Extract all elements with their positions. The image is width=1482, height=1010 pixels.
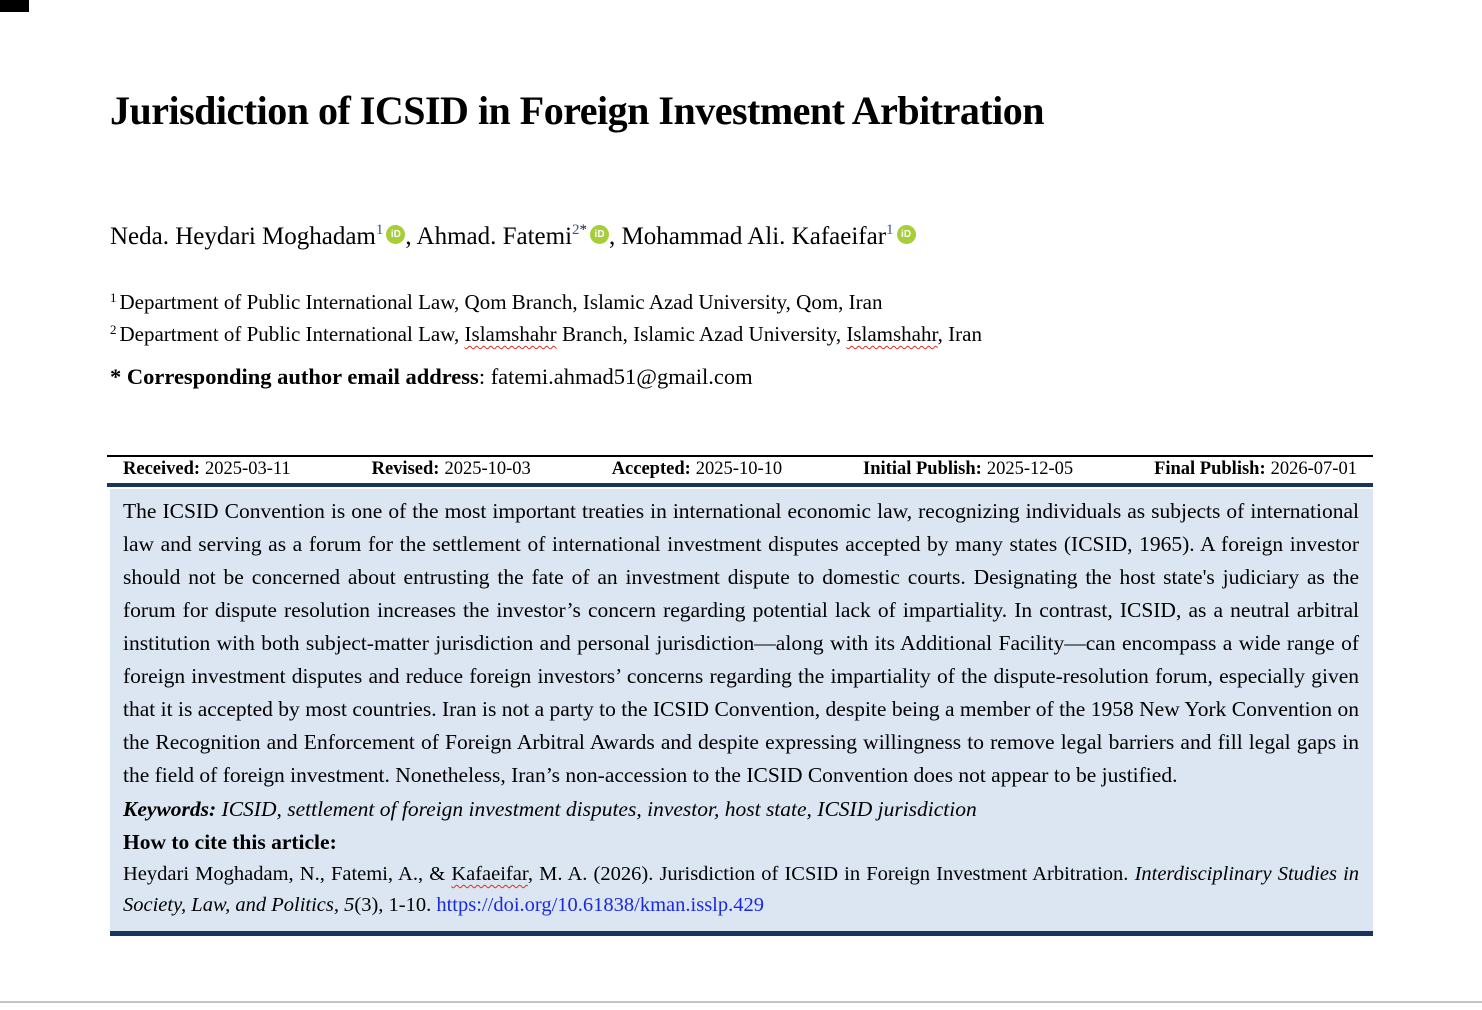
affiliation-superscript: 2 bbox=[110, 322, 117, 337]
keywords-label: Keywords: bbox=[123, 797, 217, 821]
citation-part: , M. A. (2026). Jurisdiction of ICSID in Foreign Investment Arbitration. bbox=[527, 863, 1135, 885]
affiliation-2 bbox=[110, 316, 1382, 348]
date-initial-publish bbox=[863, 459, 1073, 480]
date-value: 2025-03-11 bbox=[205, 459, 291, 479]
author-name: Mohammad Ali. Kafaeifar bbox=[621, 223, 887, 250]
corresponding-author-line bbox=[110, 364, 1382, 390]
authors-line bbox=[110, 222, 1382, 251]
author-affiliation-superscript: 2 bbox=[572, 222, 580, 238]
affiliation-text: , Iran bbox=[937, 322, 982, 346]
date-final-publish bbox=[1154, 459, 1357, 480]
author-separator: , bbox=[405, 223, 417, 250]
date-value: 2025-10-10 bbox=[695, 459, 783, 479]
date-label: Final Publish: bbox=[1154, 459, 1266, 479]
orcid-icon[interactable]: iD bbox=[897, 225, 916, 244]
citation-part: Heydari Moghadam, N., Fatemi, A., & bbox=[123, 863, 452, 885]
citation-part: (3), 1-10. bbox=[354, 894, 437, 916]
date-revised bbox=[372, 459, 531, 480]
abstract-text: The ICSID Convention is one of the most important treaties in international economic law, recognizing individuals as subjects of international law and serving as a forum for the settlement of international investment disputes accepted by many states (ICSID, 1965). A foreign investor should not be concerned about entrusting the fate of an investment dispute to domestic courts. Designating the host state's judiciary as the forum for dispute resolution increases the investor’s concern regarding potential lack of impartiality. In contrast, ICSID, as a neutral arbitral institution with both subject-matter jurisdiction and personal jurisdiction—along with its Additional Facility—can encompass a wide range of foreign investment disputes and reduce foreign investors’ concerns regarding the impartiality of the dispute-resolution forum, especially given that it is accepted by most countries. Iran is not a party to the ICSID Convention, despite being a member of the 1958 New York Convention on the Recognition and Enforcement of Foreign Arbitral Awards and despite expressing willingness to remove legal barriers and fill legal gaps in the field of foreign investment. Nonetheless, Iran’s non-accession to the ICSID Convention does not appear to be justified. bbox=[123, 499, 1359, 787]
author-affiliation-superscript: 1 bbox=[375, 222, 384, 238]
journal-name-italic: Interdisciplinary Studies in Society, Law, and Politics, 5 bbox=[123, 863, 1360, 916]
corresponding-author-label: * Corresponding author email address bbox=[110, 364, 479, 389]
abstract-panel bbox=[110, 489, 1373, 936]
article-dates-bar bbox=[107, 455, 1373, 487]
window-corner-artifact bbox=[0, 0, 29, 12]
orcid-icon[interactable]: iD bbox=[386, 225, 405, 244]
affiliation-superscript: 1 bbox=[110, 290, 117, 305]
how-to-cite-heading: How to cite this article: bbox=[123, 830, 337, 854]
date-received bbox=[123, 459, 291, 480]
misspelled-word: Kafaeifar bbox=[451, 863, 528, 885]
author-affiliation-superscript: 1 bbox=[886, 222, 894, 238]
keywords-text: ICSID, settlement of foreign investment disputes, investor, host state, ICSID jurisdiction bbox=[216, 797, 977, 821]
date-label: Received: bbox=[123, 459, 201, 479]
date-value: 2025-10-03 bbox=[444, 459, 531, 479]
page-edge-divider bbox=[0, 1001, 1482, 1003]
affiliation-1 bbox=[110, 284, 1382, 316]
affiliation-text: Department of Public International Law, Qom Branch, Islamic Azad University, Qom, Iran bbox=[119, 290, 883, 314]
citation-text bbox=[123, 859, 1359, 921]
affiliation-text: Branch, Islamic Azad University, bbox=[556, 322, 847, 346]
misspelled-word: Islamshahr bbox=[846, 322, 938, 346]
orcid-icon[interactable]: iD bbox=[590, 225, 609, 244]
page-title: Jurisdiction of ICSID in Foreign Investment Arbitration bbox=[110, 87, 1045, 133]
date-label: Accepted: bbox=[611, 459, 691, 479]
author-separator: , bbox=[609, 223, 622, 250]
date-value: 2025-12-05 bbox=[986, 459, 1074, 479]
corresponding-author-email: : fatemi.ahmad51@gmail.com bbox=[478, 364, 753, 389]
corresponding-author-asterisk: * bbox=[579, 222, 588, 238]
doi-link[interactable]: https://doi.org/10.61838/kman.isslp.429 bbox=[436, 894, 764, 916]
date-label: Initial Publish: bbox=[863, 459, 982, 479]
affiliation-text: Department of Public International Law, bbox=[119, 322, 465, 346]
author-name: Neda. Heydari Moghadam bbox=[110, 223, 376, 250]
date-accepted bbox=[612, 459, 782, 480]
misspelled-word: Islamshahr bbox=[464, 322, 557, 346]
affiliations-block bbox=[110, 284, 1382, 348]
date-label: Revised: bbox=[371, 459, 440, 479]
keywords-line bbox=[123, 792, 1359, 826]
date-value: 2026-07-01 bbox=[1270, 459, 1357, 479]
author-name: Ahmad. Fatemi bbox=[416, 223, 573, 250]
